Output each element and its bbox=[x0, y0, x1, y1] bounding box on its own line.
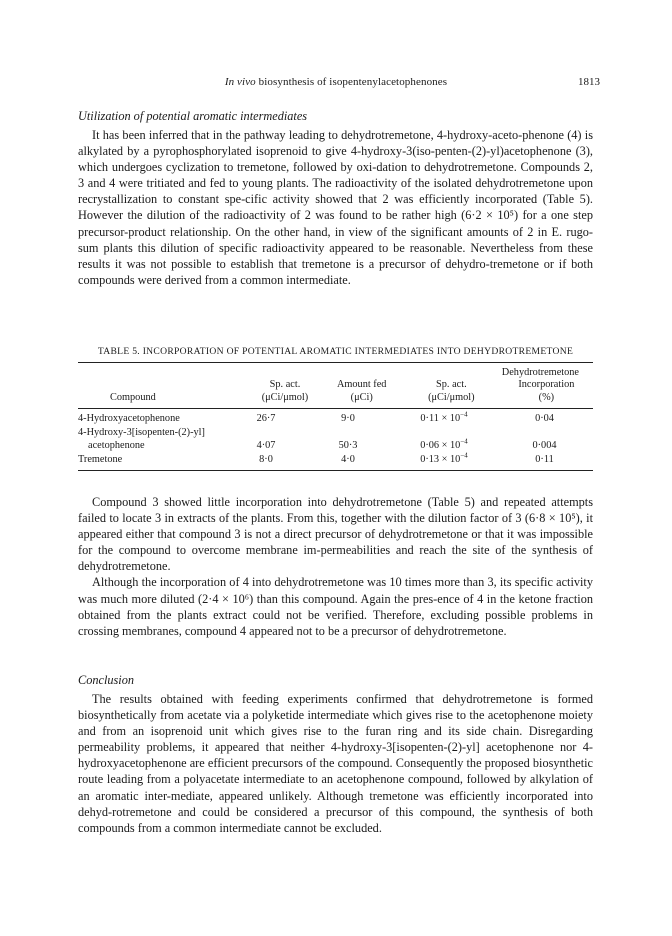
cell-compound bbox=[78, 426, 228, 453]
body-paragraph: Compound 3 showed little incorporation into dehydrotremetone (Table 5) and repeated attempts failed to locate 3 in extracts of the plants. From this, together with the dilution factor of 3 (6·8 × 10⁵), it appeared either that compound 3 is not a direct precursor of dehydrotremetone or that it was impossible for the compound to overcome membrane im-permeabilities and reach the site of the synthesis of dehydrotremetone. bbox=[78, 495, 593, 574]
body-paragraph: Although the incorporation of 4 into dehydrotremetone was 10 times more than 3, its specific activity was much more diluted (2·4 × 10⁶) than this compound. Again the pres-ence of 4 in the ketone fraction obtained from the plants extract could not be verified. Therefore, excluding possible problems in crossing membranes, compound 4 appeared not to be a precursor of dehydrotremetone. bbox=[78, 575, 593, 638]
col-header-amount-fed: Amount fed bbox=[336, 379, 387, 390]
table-row bbox=[78, 453, 593, 467]
col-header-sp-act: Sp. act. bbox=[269, 379, 301, 390]
cell-amount: 4·0 bbox=[341, 453, 355, 465]
cell-dehydro-mantissa: 0·11 × 10 bbox=[420, 413, 461, 424]
cell-incorporation: 0·04 bbox=[535, 413, 554, 424]
cell-incorporation: 0·004 bbox=[532, 440, 557, 451]
cell-dehydro-sp-act bbox=[392, 412, 496, 426]
table-header bbox=[78, 367, 593, 404]
cell-dehydro-exponent: −4 bbox=[460, 410, 468, 419]
table-bottom-rule bbox=[78, 470, 593, 471]
conclusion-heading: Conclusion bbox=[78, 673, 135, 687]
cell-compound-line2: acetophenone bbox=[88, 440, 145, 451]
body-paragraph: The results obtained with feeding experiments confirmed that dehydrotremetone is formed biosynthetically from acetate via a polyketide intermediate which gives rise to the acetophenone moiety and from an isoprenoid unit which gives rise to the furan ring and its side chain. Disregarding permeability problems, it appeared that neither 4-hydroxy-3[isopenten-(2)-yl] acetophenone nor 4-hydroxyacetophenone are efficient precursors of the compound. Consequently the proposed biosynthetic route leading from a polyacetate intermediate to an acetophenone compound, followed by alkylation of an aromatic inter-mediate, appeared unlikely. Although tremetone was efficiently incorporated into dehyd-rotremetone and could be considered a precursor of this compound, the synthesis of both compounds from a common intermediate cannot be excluded. bbox=[78, 692, 593, 835]
body-paragraph: It has been inferred that in the pathway leading to dehydrotremetone, 4-hydroxy-aceto-phenone (4) is alkylated by a pyrophosphorylated isoprenoid to give 4-hydroxy-3(iso-penten-(2)-yl)acetophenone (3), which undergoes cyclization to tremetone, followed by oxi-dation to dehydrotremetone. Compounds 2, 3 and 4 were tritiated and fed to young plants. The radioactivity of the isolated dehydrotremetone upon recrystallization to constant spe-cific activity showed that 2 was efficiently incorporated (Table 5). However the dilution of the radioactivity of 2 was found to be rather high (6·2 × 10⁵) for a one step precursor-product relationship. On the other hand, in view of the significant amounts of 2 in E. rugo-sum plants this dilution of specific radioactivity appeared to be reasonable. Nevertheless from these results it was not possible to establish that tremetone is a precursor of dehydro-tremetone or if both compounds were derived from a common intermediate. bbox=[78, 128, 593, 287]
cell-dehydro-sp-act bbox=[392, 453, 496, 467]
col-unit-dehydro-sp-act: (μCi/μmol) bbox=[428, 392, 475, 403]
table-caption: TABLE 5. INCORPORATION OF POTENTIAL AROMATIC INTERMEDIATES INTO DEHYDROTREMETONE bbox=[97, 346, 574, 357]
cell-dehydro-mantissa: 0·06 × 10 bbox=[420, 440, 461, 451]
table-row bbox=[78, 412, 593, 426]
page-number: 1813 bbox=[578, 76, 600, 88]
cell-dehydro-sp-act bbox=[392, 426, 496, 453]
section-discussion bbox=[78, 494, 593, 639]
group-header: Dehydrotremetone bbox=[501, 367, 579, 378]
col-header-incorporation: Incorporation bbox=[518, 379, 575, 390]
cell-dehydro-mantissa: 0·13 × 10 bbox=[420, 453, 461, 465]
cell-compound-line1: 4-Hydroxy-3[isopenten-(2)-yl] bbox=[78, 426, 205, 438]
section-heading: Utilization of potential aromatic intermediates bbox=[78, 109, 308, 123]
running-head-italic: In vivo bbox=[224, 76, 256, 88]
col-header-compound: Compound bbox=[110, 392, 156, 403]
col-header-dehydro-sp-act: Sp. act. bbox=[436, 379, 467, 390]
cell-compound: 4-Hydroxyacetophenone bbox=[78, 413, 180, 424]
cell-sp-act: 26·7 bbox=[256, 413, 276, 424]
cell-sp-act: 4·07 bbox=[256, 440, 276, 451]
col-unit-incorporation: (%) bbox=[538, 392, 555, 403]
cell-compound: Tremetone bbox=[78, 453, 123, 465]
col-unit-amount-fed: (μCi) bbox=[350, 392, 373, 403]
table-row bbox=[78, 426, 593, 453]
cell-incorporation: 0·11 bbox=[535, 453, 554, 465]
cell-amount: 9·0 bbox=[341, 413, 355, 424]
cell-dehydro-exponent: −4 bbox=[460, 437, 468, 446]
cell-dehydro-exponent: −4 bbox=[460, 451, 468, 460]
table-header-rule bbox=[78, 408, 593, 409]
table-top-rule bbox=[78, 362, 593, 363]
section-conclusion bbox=[78, 672, 593, 836]
table-body bbox=[78, 412, 593, 466]
cell-amount: 50·3 bbox=[338, 440, 358, 451]
col-unit-sp-act: (μCi/μmol) bbox=[261, 392, 309, 403]
cell-sp-act: 8·0 bbox=[259, 453, 273, 465]
section-utilization bbox=[78, 108, 593, 288]
running-head-rest: biosynthesis of isopentenylacetophenones bbox=[255, 76, 448, 88]
data-table bbox=[78, 362, 593, 471]
